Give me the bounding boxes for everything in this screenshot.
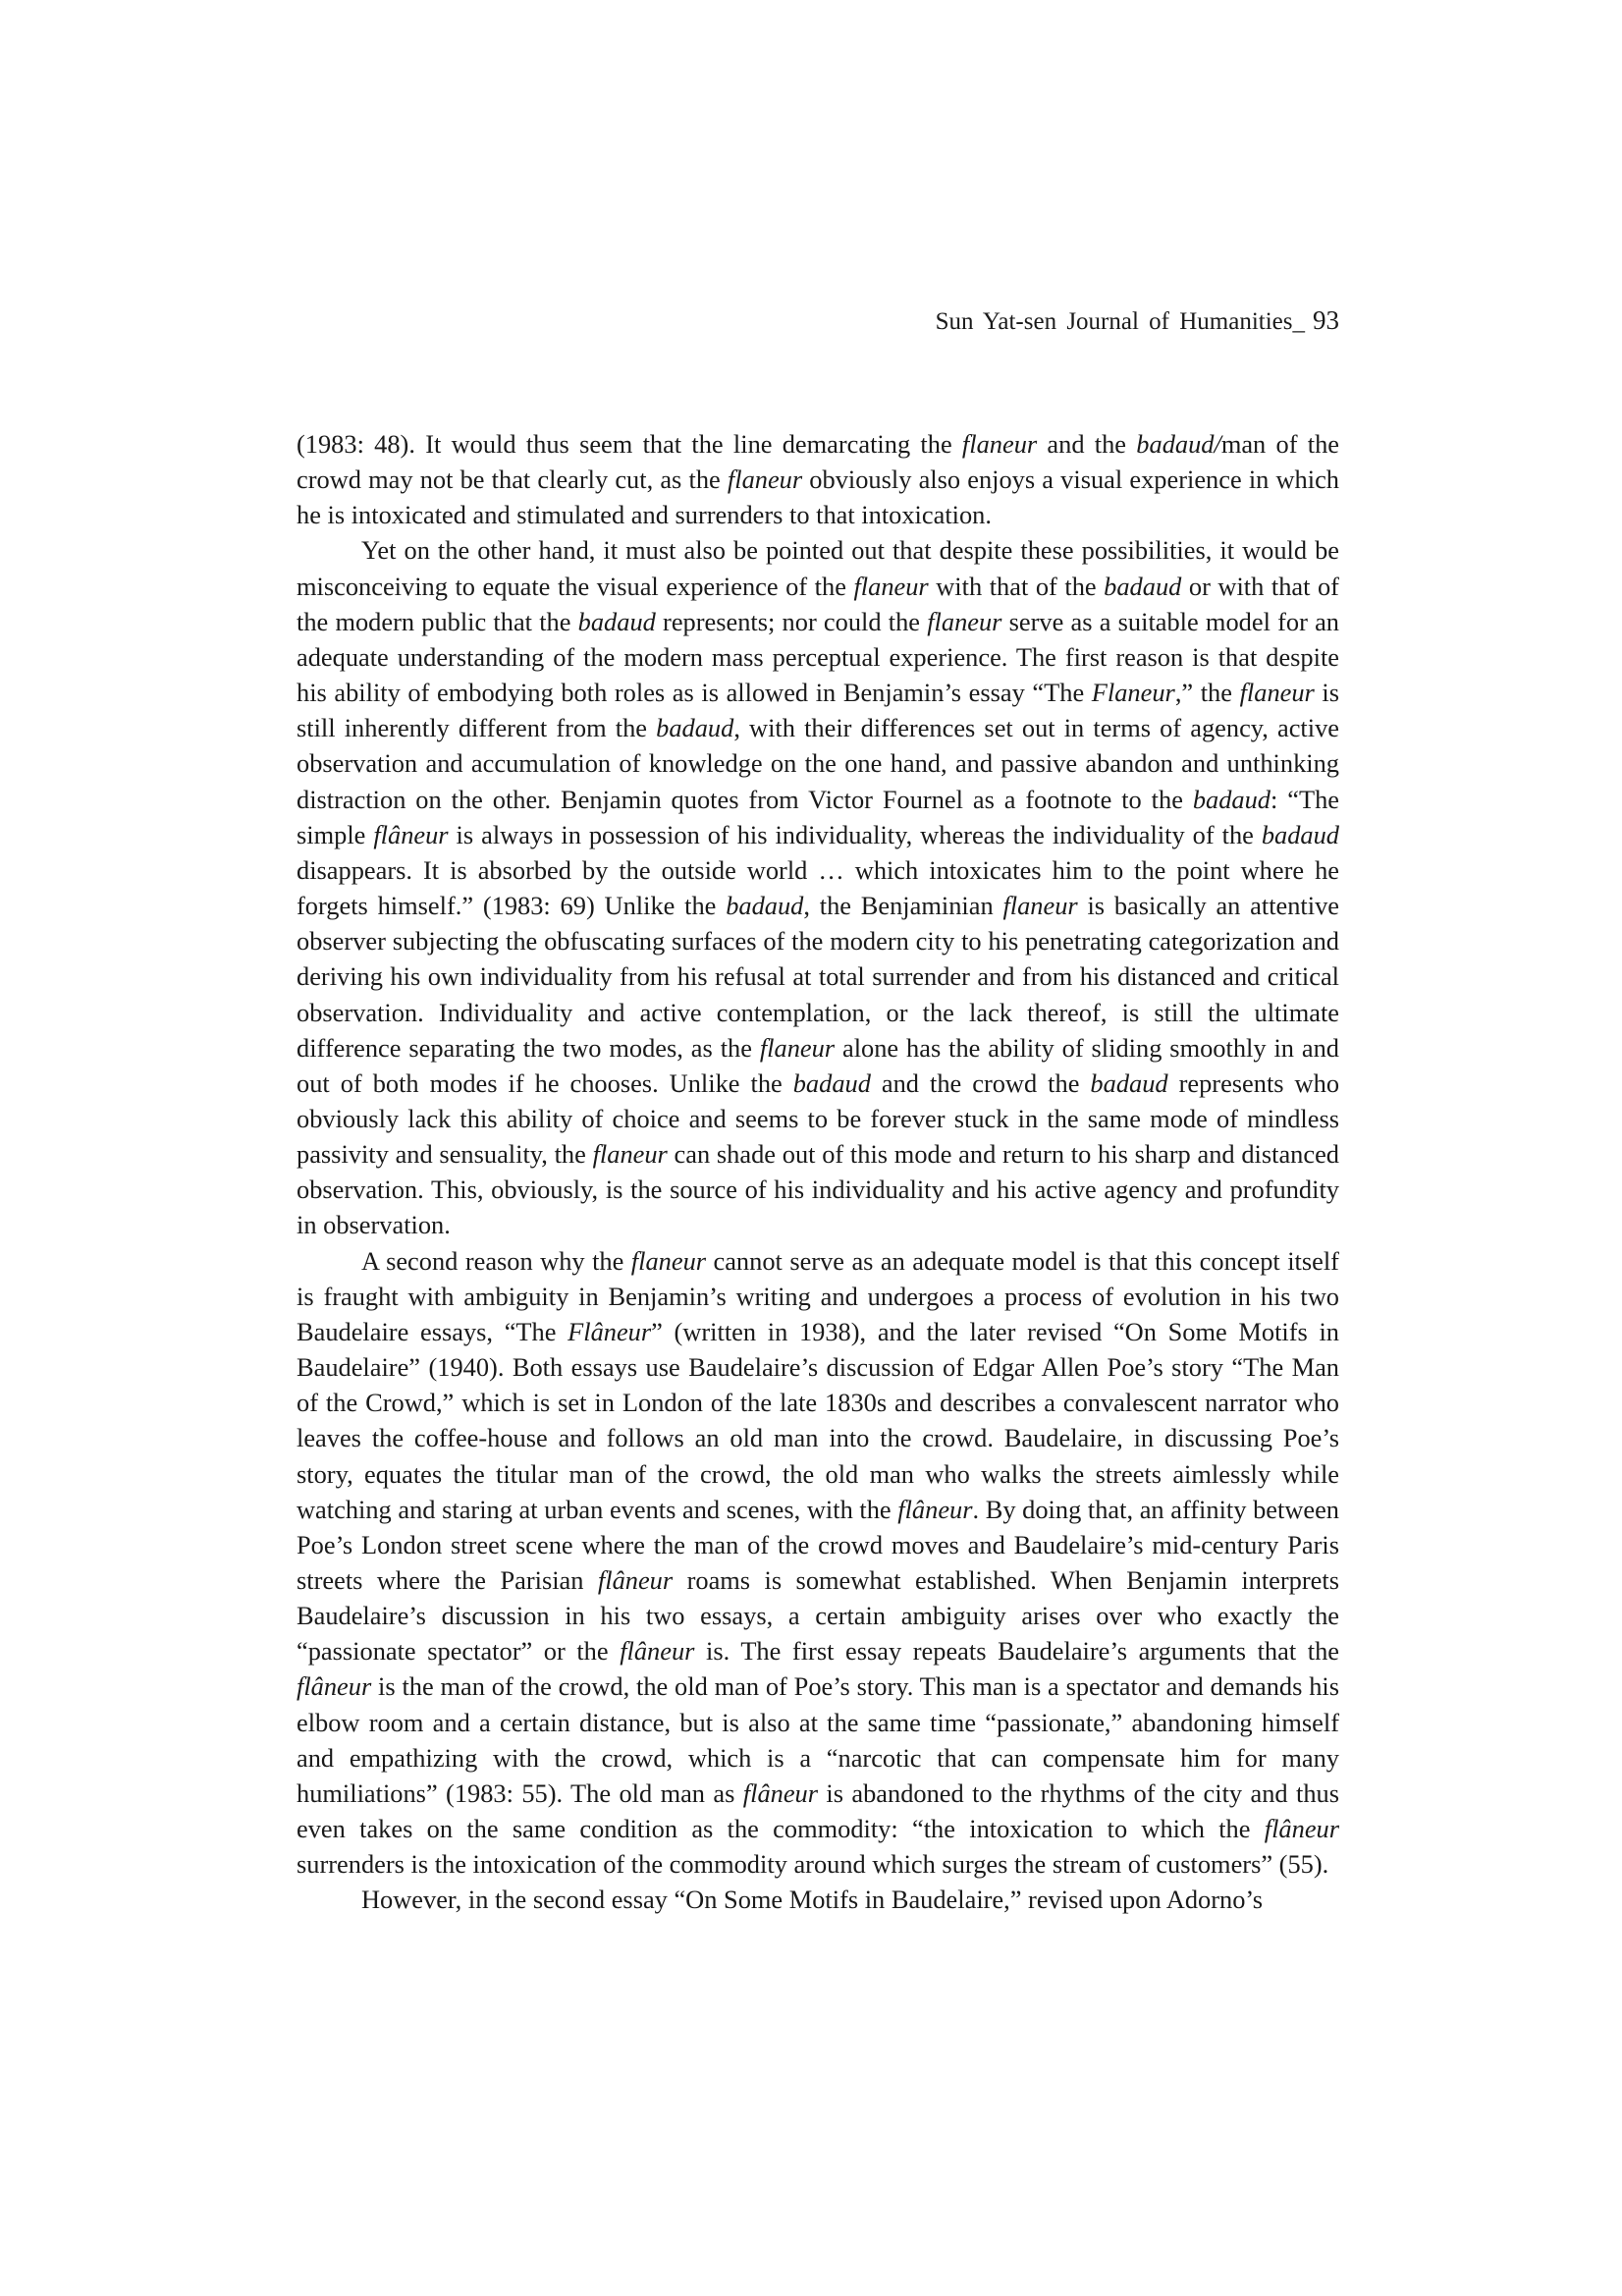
italic-term: badaud bbox=[726, 891, 804, 921]
text-run: with that of the bbox=[928, 571, 1105, 601]
text-run: , with their differences set out in terms of agency, active observation and accumulation of knowledge on the one hand, and passive abandon and unthinking distraction on the other. Benjamin quotes from Victor Fournel as a footnote to the bbox=[297, 713, 1339, 814]
text-run: disappears. It is absorbed by the outside world … which intoxicates him to the point where he forgets himself.” (1983: 69) Unlike the bbox=[297, 854, 1339, 921]
body-text bbox=[297, 426, 1339, 1918]
paragraph bbox=[297, 532, 1339, 1242]
text-run: and the bbox=[1037, 429, 1137, 459]
text-run: alone has the ability of sliding smoothly in and out of both modes if he chooses. Unlike the bbox=[297, 1032, 1339, 1098]
text-run: serve as a suitable model for an adequate understanding of the modern mass perceptual experience. The first reason is that despite his ability of embodying both roles as is allowed in Benjamin’s essay “The bbox=[297, 606, 1339, 708]
text-run: , the Benjaminian bbox=[803, 891, 1003, 921]
text-run: obviously also enjoys a visual experience in which he is intoxicated and stimulated and surrenders to that intoxication. bbox=[297, 465, 1339, 530]
text-run: represents; nor could the bbox=[655, 606, 928, 636]
italic-term: flaneur bbox=[1002, 891, 1078, 921]
text-run: cannot serve as an adequate model is that this concept itself is fraught with ambiguity in Benjamin’s writing and undergoes a process of evolution in his two Baudelaire essays, “The bbox=[297, 1245, 1339, 1346]
text-run: or with that of the modern public that the bbox=[297, 571, 1339, 636]
text-run: However, in the second essay “On Some Motifs in Baudelaire,” revised upon Adorno’s bbox=[361, 1885, 1264, 1915]
text-run: is the man of the crowd, the old man of Poe’s story. This man is a spectator and demands his elbow room and a certain distance, but is also at the same time “passionate,” abandoning himself and empathizing with the crowd, which is a “narcotic that can compensate him for many humiliations” (1983: 55). The old man as bbox=[297, 1671, 1339, 1808]
text-run: and the crowd the bbox=[870, 1067, 1091, 1098]
italic-term: flaneur bbox=[927, 606, 1002, 636]
text-run: man of the crowd may not be that clearly cut, as the bbox=[297, 429, 1339, 495]
text-run: : “The simple bbox=[297, 784, 1339, 849]
italic-term: flaneur bbox=[592, 1139, 668, 1170]
paragraph bbox=[297, 1882, 1339, 1917]
text-run: can shade out of this mode and return to his sharp and distanced observation. This, obviously, is the source of his individuality and his active agency and profundity in observation. bbox=[297, 1139, 1339, 1240]
italic-term: flaneur bbox=[1239, 678, 1315, 708]
italic-term: badaud bbox=[656, 713, 734, 743]
text-run: is still inherently different from the bbox=[297, 678, 1340, 743]
italic-term: Flâneur bbox=[568, 1316, 652, 1346]
paragraph bbox=[297, 1243, 1339, 1883]
text-run: (1983: 48). It would thus seem that the line demarcating the bbox=[297, 429, 962, 459]
italic-term: flâneur bbox=[1264, 1814, 1339, 1844]
italic-term: flâneur bbox=[597, 1565, 674, 1595]
italic-term: badaud bbox=[577, 606, 656, 636]
text-run: is. The first essay repeats Baudelaire’s arguments that the bbox=[694, 1636, 1340, 1667]
italic-term: flaneur bbox=[727, 465, 803, 495]
italic-term: badaud bbox=[792, 1067, 871, 1098]
italic-term: Flaneur bbox=[1091, 678, 1175, 708]
text-run: ,” the bbox=[1174, 678, 1240, 708]
text-run: represents who obviously lack this ability of choice and seems to be forever stuck in the same mode of mindless passivity and sensuality, the bbox=[297, 1067, 1340, 1170]
text-run: ” (written in 1938), and the later revised “On Some Motifs in Baudelaire” (1940). Both essays use Baudelaire’s discussion of Edgar Allen Poe’s story “The Man of the Crowd,” which is set in London of the late 1830s and describes a convalescent narrator who leaves the coffee-house and follows an old man into the crowd. Baudelaire, in discussing Poe’s story, equates the titular man of the crowd, the old man who walks the streets aimlessly while watching and staring at urban events and scenes, with the bbox=[297, 1316, 1339, 1524]
italic-term: flâneur bbox=[297, 1671, 372, 1702]
italic-term: badaud/ bbox=[1136, 429, 1221, 459]
italic-term: badaud bbox=[1090, 1067, 1168, 1098]
italic-term: flaneur bbox=[853, 571, 929, 601]
text-run: A second reason why the bbox=[361, 1245, 631, 1276]
italic-term: flâneur bbox=[897, 1494, 973, 1524]
running-head bbox=[936, 302, 1339, 340]
italic-term: flâneur bbox=[742, 1777, 819, 1808]
text-run: is always in possession of his individuality, whereas the individuality of the bbox=[448, 819, 1262, 849]
italic-term: flâneur bbox=[620, 1636, 695, 1667]
italic-term: flaneur bbox=[759, 1032, 836, 1063]
paragraph bbox=[297, 426, 1339, 532]
text-run: is abandoned to the rhythms of the city and thus even takes on the same condition as the commodity: “the intoxication to which the bbox=[297, 1777, 1339, 1844]
page-number: 93 bbox=[1313, 305, 1339, 335]
italic-term: badaud bbox=[1261, 819, 1339, 849]
italic-term: badaud bbox=[1192, 784, 1271, 814]
journal-title: Sun Yat-sen Journal of Humanities_ bbox=[935, 308, 1305, 335]
text-run: surrenders is the intoxication of the commodity around which surges the stream of customers” (55). bbox=[297, 1849, 1329, 1880]
text-run: . By doing that, an affinity between Poe’s London street scene where the man of the crowd moves and Baudelaire’s mid-century Paris streets where the Parisian bbox=[297, 1494, 1339, 1595]
italic-term: flaneur bbox=[961, 429, 1038, 459]
text-run: roams is somewhat established. When Benjamin interprets Baudelaire’s discussion in his two essays, a certain ambiguity arises over who exactly the “passionate spectator” or the bbox=[297, 1565, 1339, 1667]
italic-term: badaud bbox=[1104, 571, 1182, 601]
italic-term: flâneur bbox=[373, 819, 449, 849]
text-run: Yet on the other hand, it must also be pointed out that despite these possibilities, it would be misconceiving to equate the visual experience of the bbox=[297, 535, 1339, 601]
text-run: is basically an attentive observer subjecting the obfuscating surfaces of the modern city to his penetrating categorization and deriving his own individuality from his refusal at total surrender and from his distanced and critical observation. Individuality and active contemplation, or the lack thereof, is still the ultimate difference separating the two modes, as the bbox=[297, 891, 1340, 1063]
italic-term: flaneur bbox=[630, 1245, 707, 1276]
